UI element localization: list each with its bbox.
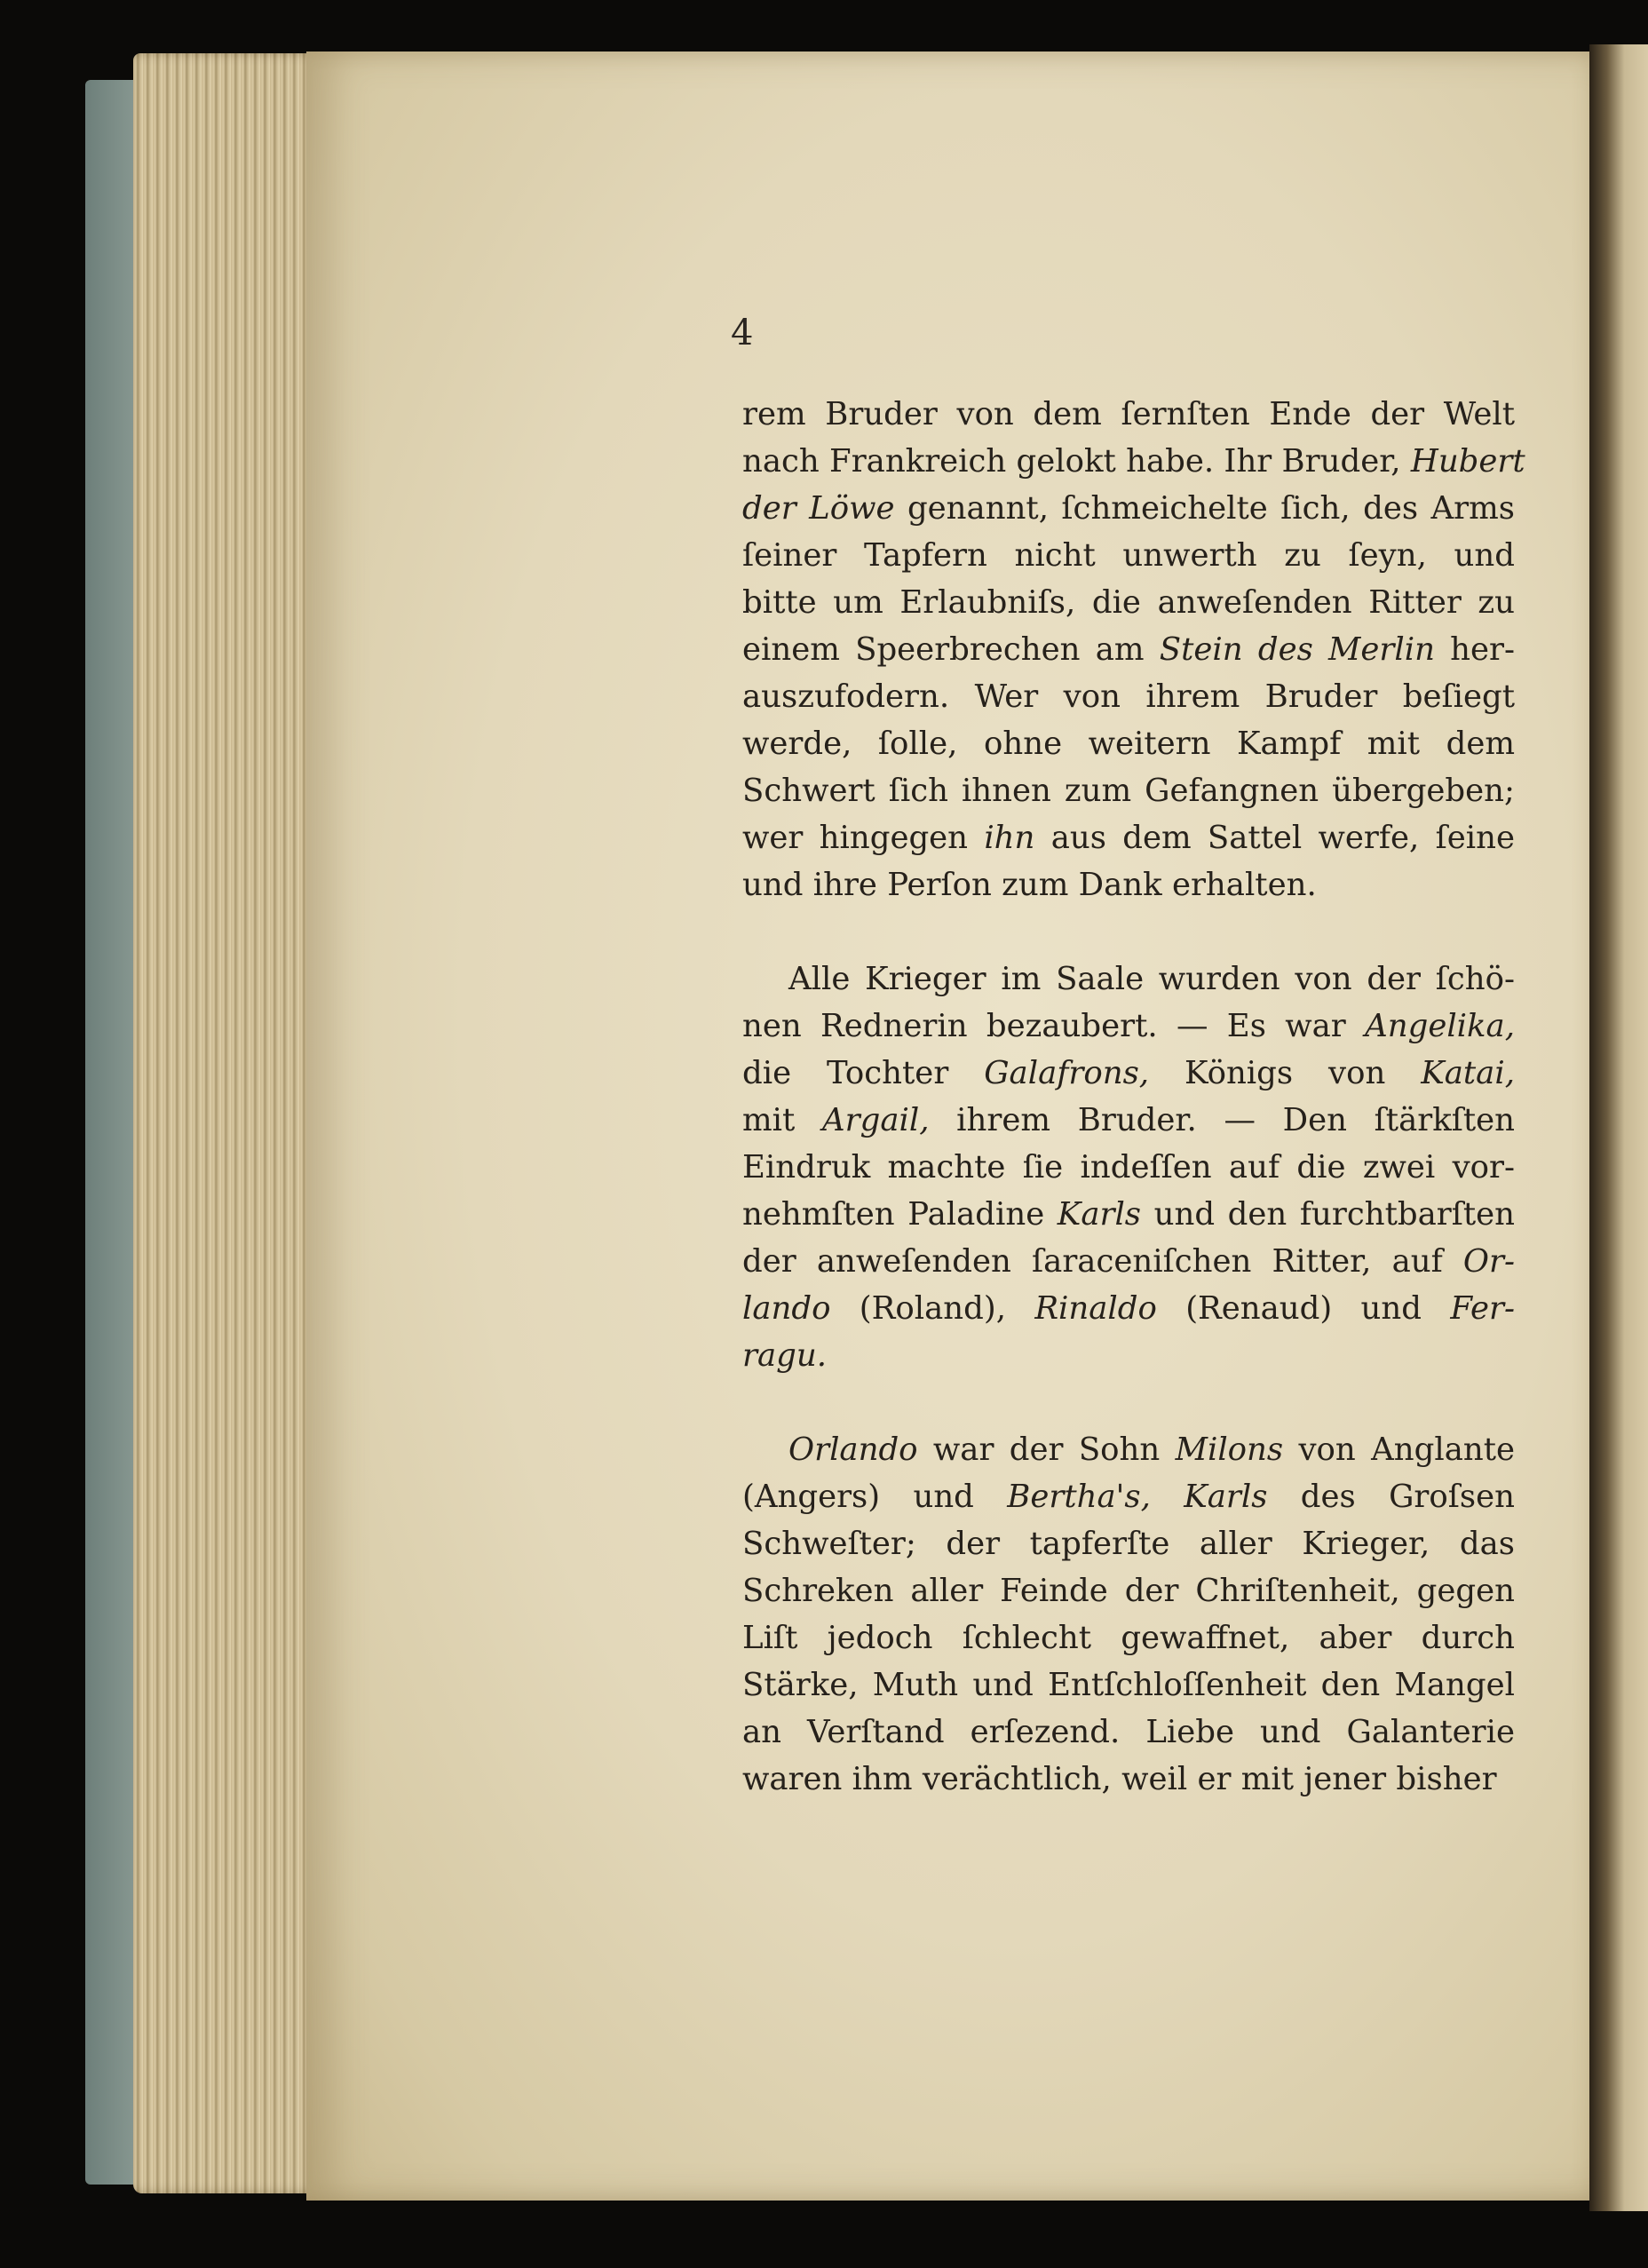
italic-text: Bertha's, [1007, 1479, 1151, 1515]
paragraph [742, 956, 1515, 1379]
text-line [742, 1567, 1515, 1614]
text-line [742, 956, 1515, 1003]
italic-text: Argail, [821, 1102, 930, 1138]
italic-text: Hubert [1410, 443, 1525, 480]
text-run: der anweſenden ſaraceniſchen Ritter, auf [742, 1243, 1463, 1280]
text-line [742, 532, 1515, 579]
text-line [742, 1520, 1515, 1567]
text-run: bitte um Erlaubniſs, die anweſenden Ritter zu [742, 584, 1515, 621]
text-run: ſeiner Tapfern nicht unwerth zu ſeyn, und [742, 537, 1515, 574]
text-run: (Roland), [830, 1290, 1035, 1327]
italic-text: Angelika, [1365, 1008, 1515, 1044]
italic-text: lando [742, 1290, 831, 1327]
text-run: und ihre Perſon zum Dank erhalten. [742, 867, 1317, 903]
text-line [742, 861, 1515, 908]
text-run: des Groſsen [1267, 1479, 1515, 1515]
text-run: Königs von [1149, 1055, 1422, 1091]
text-line [742, 391, 1515, 438]
body-text [742, 391, 1525, 1803]
text-line [742, 1144, 1515, 1191]
text-run: her- [1434, 631, 1516, 668]
italic-text: Milons [1175, 1431, 1284, 1468]
text-line [742, 1473, 1515, 1520]
text-run: genannt, ſchmeichelte ſich, des Arms [894, 490, 1515, 527]
italic-text: ragu. [742, 1337, 828, 1374]
text-line [742, 767, 1515, 814]
text-run: wer hingegen [742, 820, 985, 856]
italic-text: Karls [1057, 1196, 1142, 1233]
italic-text: Rinaldo [1034, 1290, 1157, 1327]
text-run: nen Rednerin bezaubert. — Es war [742, 1008, 1366, 1044]
text-run: (Angers) und [742, 1479, 1008, 1515]
text-line [742, 1097, 1515, 1144]
text-run: aus dem Sattel werfe, ſeine [1034, 820, 1515, 856]
text-line [742, 1285, 1515, 1332]
text-run: die Tochter [742, 1055, 985, 1091]
book-gutter [1589, 44, 1648, 2211]
text-run: war der Sohn [917, 1431, 1176, 1468]
text-line [742, 1614, 1515, 1661]
italic-text: Or- [1462, 1243, 1515, 1280]
text-run: rem Bruder von dem ſernſten Ende der Welt [742, 396, 1515, 432]
text-run: nehmſten Paladine [742, 1196, 1058, 1233]
text-line [742, 1238, 1515, 1285]
page-number: 4 [731, 313, 754, 353]
italic-text: Fer- [1450, 1290, 1515, 1327]
text-run: mit [742, 1102, 822, 1138]
text-run: auszufodern. Wer von ihrem Bruder beſiegt [742, 678, 1515, 715]
text-run: von Anglante [1283, 1431, 1515, 1468]
text-line [742, 1191, 1515, 1238]
text-line [742, 1003, 1515, 1050]
text-line [742, 579, 1515, 626]
text-line [742, 814, 1515, 861]
text-run: Liſt jedoch ſchlecht gewaffnet, aber durch [742, 1620, 1515, 1656]
text-run: Schreken aller Feinde der Chriſtenheit, gegen [742, 1573, 1515, 1609]
text-line [742, 1756, 1515, 1803]
text-run: Stärke, Muth und Entſchloſſenheit den Mangel [742, 1667, 1515, 1703]
text-line [742, 1661, 1515, 1709]
italic-text: Stein des Merlin [1159, 631, 1435, 668]
italic-text: Karls [1184, 1479, 1268, 1515]
text-run: nach Frankreich gelokt habe. Ihr Bruder, [742, 443, 1411, 480]
text-run: Schwert ſich ihnen zum Gefangnen übergeben; [742, 773, 1515, 809]
text-line [742, 1332, 1515, 1379]
italic-text: Orlando [788, 1431, 918, 1468]
italic-text: ihn [984, 820, 1035, 856]
text-line [742, 720, 1515, 767]
text-line [742, 1426, 1515, 1473]
text-run: werde, ſolle, ohne weitern Kampf mit dem [742, 726, 1515, 762]
paragraph [742, 391, 1525, 908]
text-line [742, 626, 1515, 673]
text-run: Alle Krieger im Saale wurden von der ſchö- [788, 961, 1515, 997]
paragraph [742, 1426, 1515, 1803]
text-line [742, 673, 1515, 720]
text-line [742, 1709, 1515, 1756]
italic-text: Katai, [1421, 1055, 1515, 1091]
text-line [742, 485, 1515, 532]
italic-text: der Löwe [742, 490, 895, 527]
text-run: Eindruk machte ſie indeſſen auf die zwei vor- [742, 1149, 1515, 1186]
text-run: waren ihm verächtlich, weil er mit jener bisher [742, 1761, 1497, 1797]
text-line [742, 438, 1525, 485]
text-run: Schweſter; der tapferſte aller Krieger, das [742, 1526, 1515, 1562]
text-run: (Renaud) und [1156, 1290, 1451, 1327]
text-run [1151, 1479, 1184, 1515]
text-run: an Verſtand erſezend. Liebe und Galanterie [742, 1714, 1515, 1750]
text-run: und den furchtbarſten [1141, 1196, 1515, 1233]
italic-text: Galafrons, [984, 1055, 1150, 1091]
text-line [742, 1050, 1515, 1097]
text-run: einem Speerbrechen am [742, 631, 1160, 668]
text-run: ihrem Bruder. — Den ſtärkſten [929, 1102, 1515, 1138]
